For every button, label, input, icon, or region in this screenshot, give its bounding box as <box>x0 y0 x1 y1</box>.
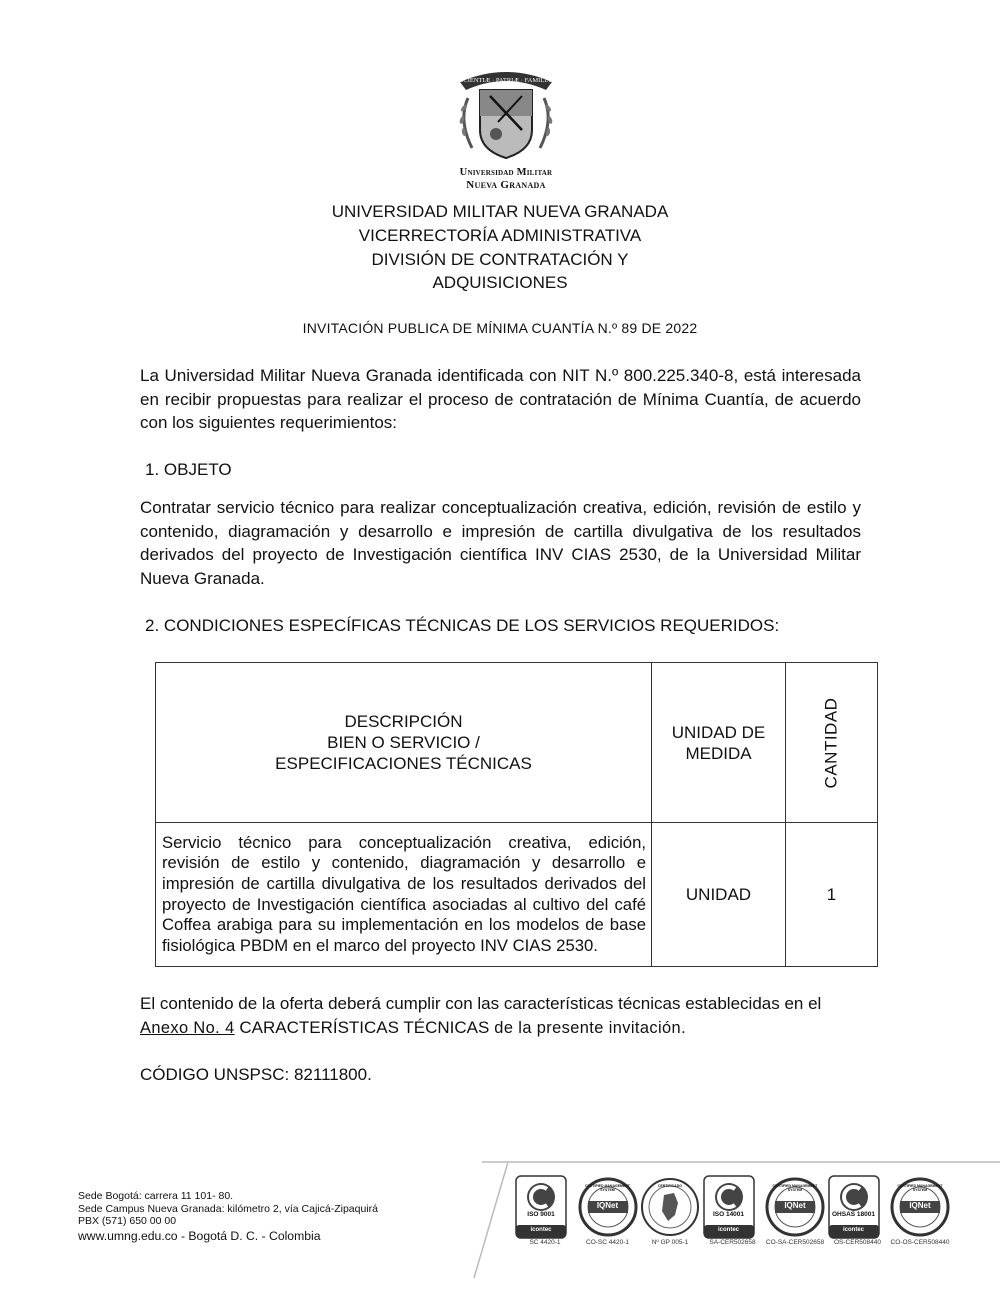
seal-label: IQNet <box>596 1201 619 1210</box>
footer-sede-bogota: Sede Bogotá: carrera 11 101- 80. <box>78 1190 234 1202</box>
objeto-paragraph: Contratar servicio técnico para realizar conceptualización creativa, edición, revisión de estilo y contenido, diagramación y desarrollo e impresión de cartilla divulgativa de los resultados derivados del proyecto de Investigación científica INV CIAS 2530, de la Universidad Militar Nueva Granada. <box>140 498 861 588</box>
university-crest-icon <box>446 60 566 165</box>
seal-label: ISO 14001 <box>712 1211 745 1218</box>
certification-seal <box>890 1175 950 1260</box>
seal-label: IQNet <box>909 1201 931 1210</box>
seal-code: OS-CER508440 <box>834 1239 881 1246</box>
header-description-line2: BIEN O SERVICIO / <box>327 733 480 752</box>
header-unit-cell <box>652 663 786 823</box>
intro-paragraph: La Universidad Militar Nueva Granada identificada con NIT N.º 800.225.340-8, está interesada en recibir propuestas para realizar el proceso de contratación de Mínima Cuantía, de acuerdo con los siguientes requerimientos: <box>140 366 861 433</box>
offer-text-1: El contenido de la oferta deberá cumplir con las características técnicas establecidas en el <box>140 994 822 1013</box>
offer-paragraph <box>140 992 861 1040</box>
logo-motto: SCIENTIÆ · PATRIÆ · FAMILIÆ <box>459 77 553 84</box>
unspsc-code: CÓDIGO UNSPSC: 82111800. <box>140 1065 372 1084</box>
header-adquisiciones: ADQUISICIONES <box>432 273 568 292</box>
certification-seal <box>640 1175 700 1260</box>
table-row <box>156 823 878 967</box>
invitation-title: INVITACIÓN PUBLICA DE MÍNIMA CUANTÍA N.º 89 DE 2022 <box>302 320 698 336</box>
header-description-cell <box>156 663 652 823</box>
section-2-number: 2. <box>145 616 160 635</box>
seal-brand: icontec <box>530 1227 552 1233</box>
footer-address <box>78 1190 378 1244</box>
university-logo <box>446 60 566 192</box>
seal-brand: CERTIFIED MANAGEMENT SYSTEM <box>772 1184 818 1192</box>
row-description: Servicio técnico para conceptualización creativa, edición, revisión de estilo y contenido, diagramación y desarrollo e impresión de cartilla divulgativa de los resultados derivados del proyecto de Investigación científica asociadas al cultivo del café Coffea arabiga para su implementación en los modelos de base fisiológica PBDM en el marco del proyecto INV CIAS 2530. <box>156 823 652 967</box>
header-quantity: CANTIDAD <box>821 697 841 788</box>
seal-brand: CERTIFICADO <box>658 1184 682 1188</box>
seal-code: SA-CER502658 <box>709 1239 756 1246</box>
offer-text-3: de la presente invitación. <box>489 1018 687 1037</box>
logo-text-line2: Nueva Granada <box>466 179 546 191</box>
seal-code: CO-SC 4420-1 <box>586 1239 629 1246</box>
certification-seal <box>828 1175 888 1260</box>
certification-seal <box>703 1175 763 1260</box>
header-vicerrectoria: VICERRECTORÍA ADMINISTRATIVA <box>358 226 642 245</box>
section-2-title: CONDICIONES ESPECÍFICAS TÉCNICAS DE LOS SERVICIOS REQUERIDOS: <box>163 616 780 635</box>
footer-pbx: PBX (571) 650 00 00 <box>78 1215 177 1227</box>
header-description-line1: DESCRIPCIÓN <box>344 712 463 731</box>
certification-seal <box>515 1175 575 1260</box>
section-2-heading <box>145 616 779 636</box>
logo-text-line1: Universidad Militar <box>459 167 553 178</box>
seal-brand: CERTIFIED MANAGEMENT SYSTEM <box>585 1184 630 1192</box>
seal-code: Nº GP 005-1 <box>651 1239 689 1246</box>
header-description-line3: ESPECIFICACIONES TÉCNICAS <box>275 754 532 773</box>
specifications-table <box>155 662 878 967</box>
offer-text-2: CARACTERÍSTICAS TÉCNICAS <box>234 1017 490 1037</box>
section-1-heading <box>145 460 232 480</box>
section-1-title: OBJETO <box>163 460 232 479</box>
header-unit-line1: UNIDAD DE <box>671 722 766 742</box>
seal-label: IQNet <box>784 1201 806 1210</box>
row-quantity: 1 <box>786 823 878 967</box>
seal-code: CO-OS-CER508440 <box>890 1239 950 1246</box>
certification-seal <box>578 1175 638 1260</box>
header-division: DIVISIÓN DE CONTRATACIÓN Y <box>371 250 629 269</box>
header-unit-line2: MEDIDA <box>685 743 752 763</box>
header-university: UNIVERSIDAD MILITAR NUEVA GRANADA <box>331 202 669 221</box>
header-quantity-cell <box>786 663 878 823</box>
section-1-number: 1. <box>145 460 160 479</box>
footer-diagonal-divider <box>470 1160 510 1280</box>
seal-brand: CERTIFIED MANAGEMENT SYSTEM <box>897 1184 943 1192</box>
seal-label: OHSAS 18001 <box>832 1211 875 1218</box>
certification-seal <box>765 1175 825 1260</box>
row-unit: UNIDAD <box>652 823 786 967</box>
seal-code: SC 4420-1 <box>529 1239 561 1246</box>
seal-brand: icontec <box>842 1227 864 1233</box>
table-header-row <box>156 663 878 823</box>
anexo-4-link[interactable]: Anexo No. 4 <box>140 1018 235 1037</box>
footer-website: www.umng.edu.co - Bogotá D. C. - Colombia <box>78 1228 321 1243</box>
seal-label: ISO 9001 <box>527 1211 555 1218</box>
seal-code: CO-SA-CER502658 <box>765 1239 825 1246</box>
seal-brand: icontec <box>717 1227 739 1233</box>
footer-sede-campus: Sede Campus Nueva Granada: kilómetro 2, vía Cajicá-Zipaquirá <box>78 1202 378 1215</box>
footer-divider <box>482 1161 1000 1163</box>
